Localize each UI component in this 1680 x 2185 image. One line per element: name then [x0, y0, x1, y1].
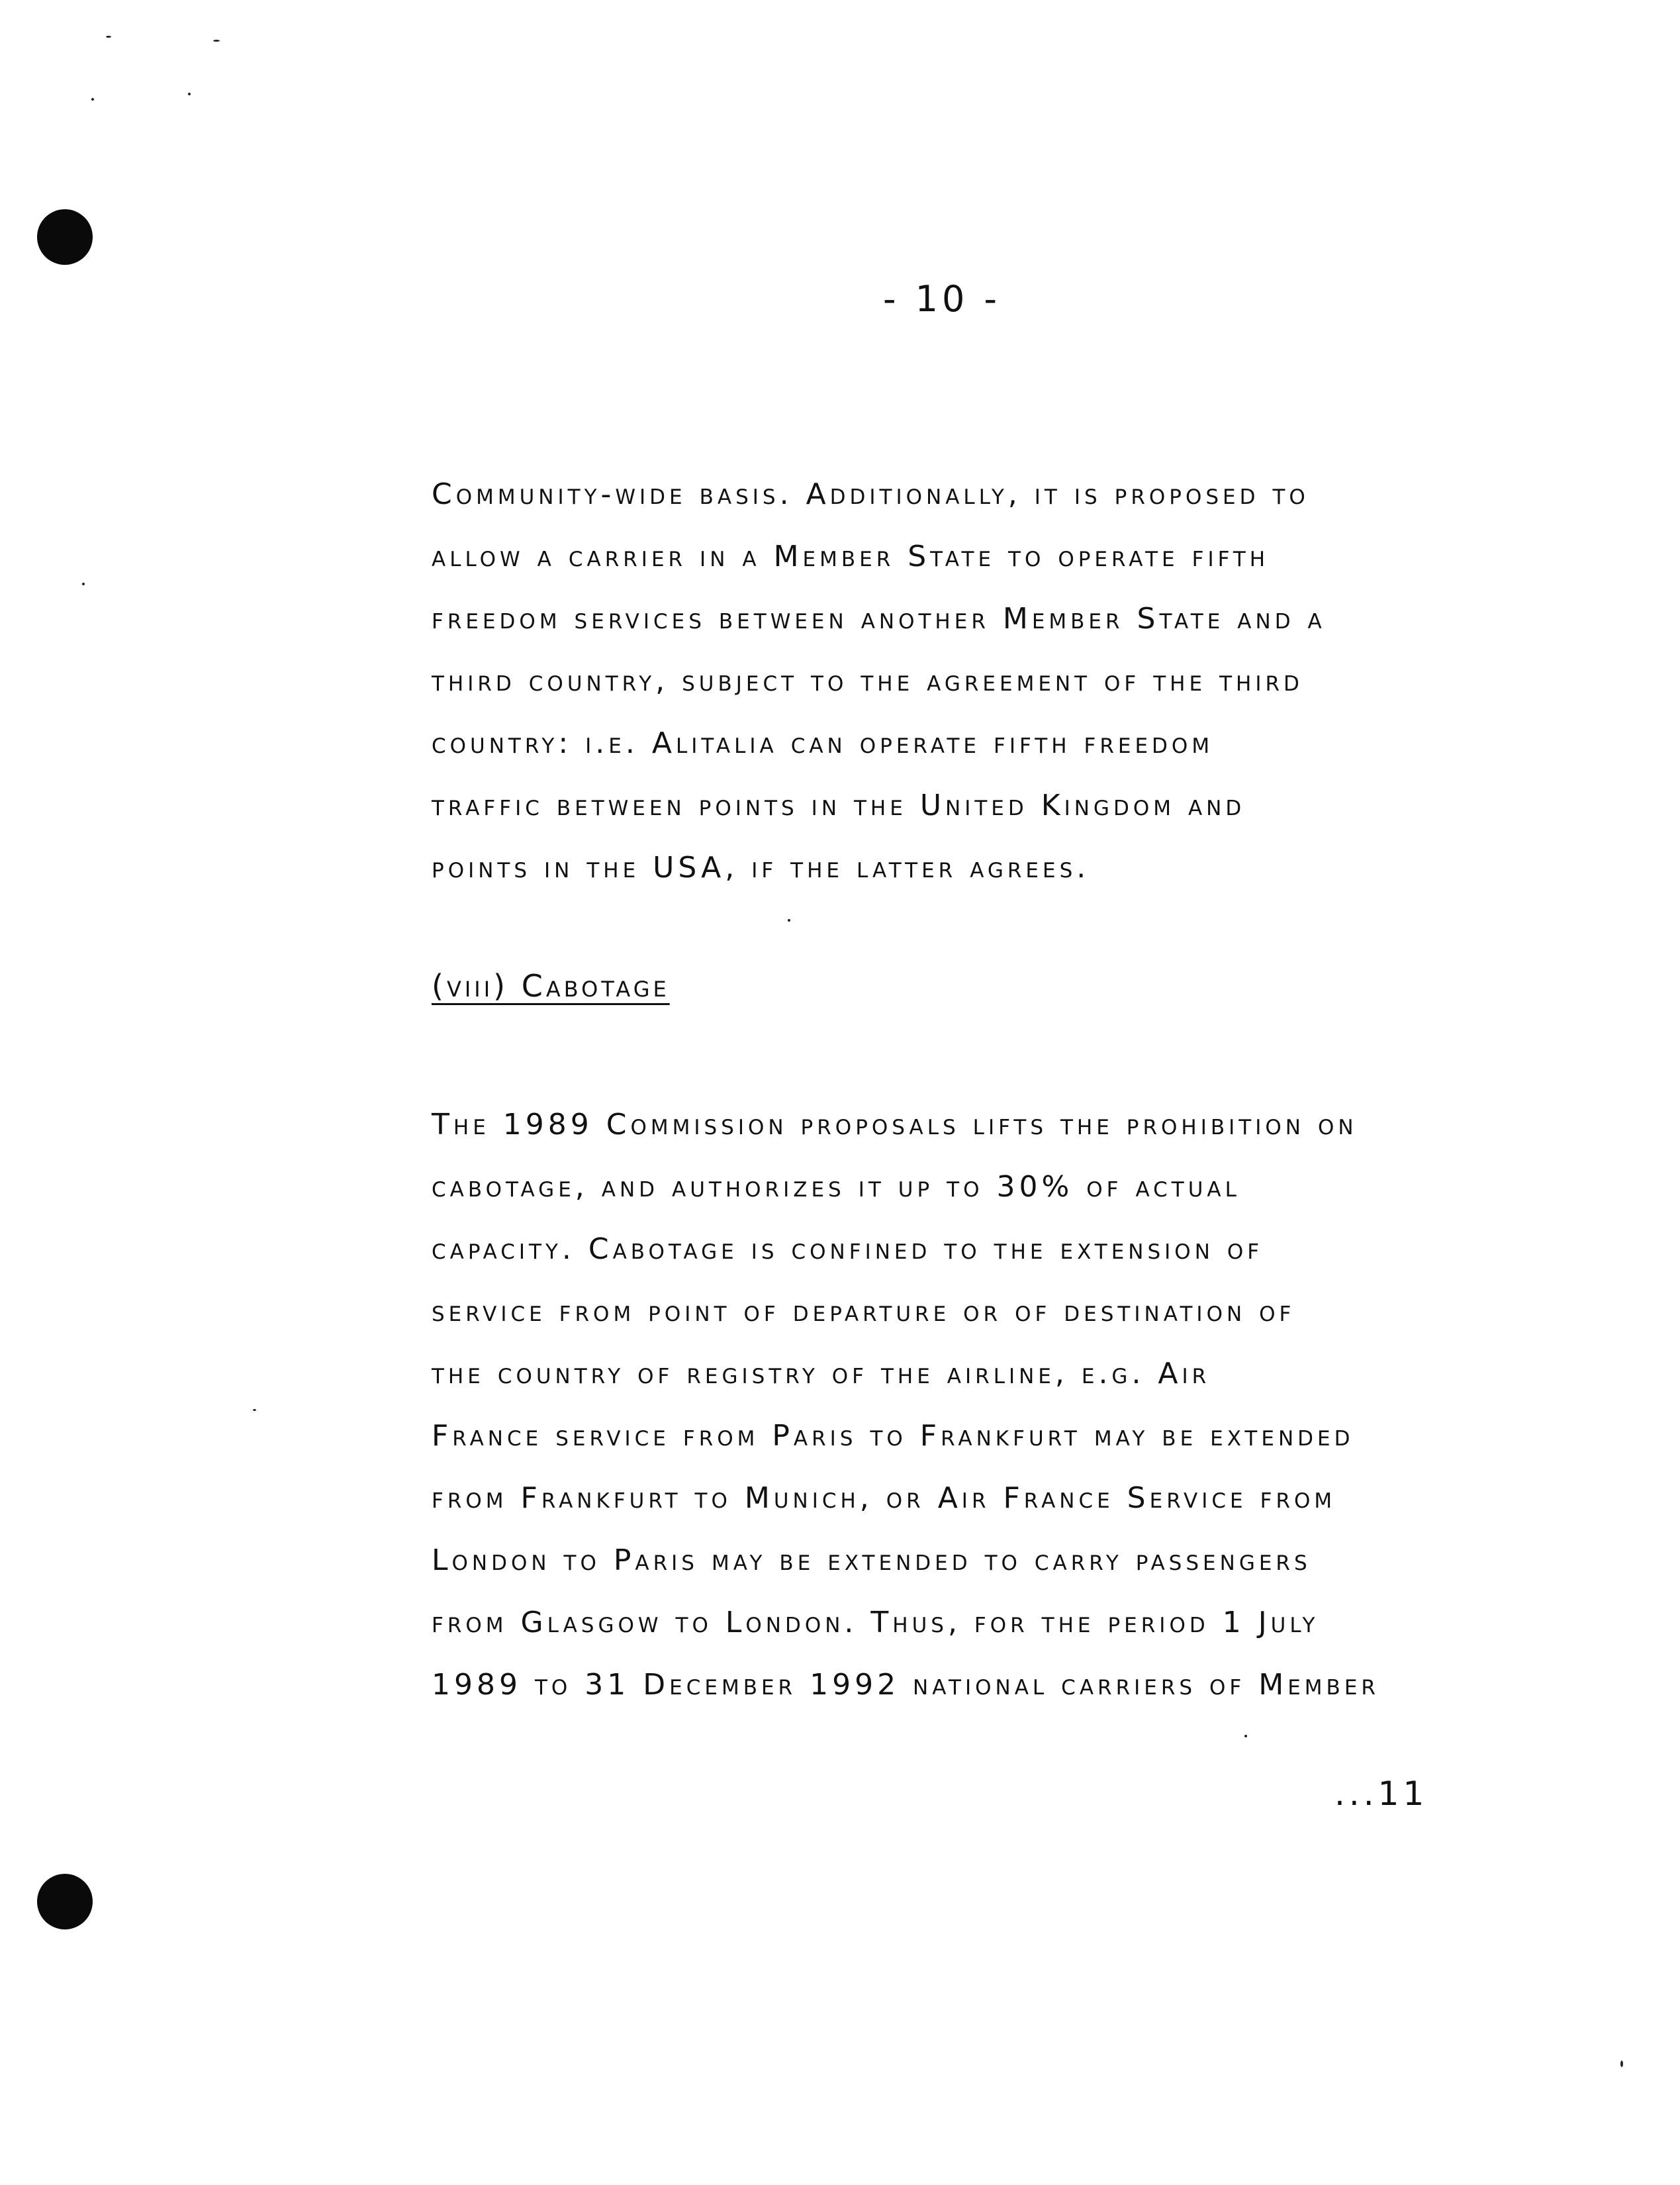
text-line: allow a carrier in a Member State to operate fifth — [432, 540, 1270, 573]
section-heading-cabotage: (viii) Cabotage — [432, 968, 670, 1004]
text-line: service from point of departure or of destination of — [432, 1294, 1295, 1328]
page-number: - 10 - — [883, 278, 1002, 320]
scan-speck — [788, 919, 790, 922]
scan-speck — [82, 583, 85, 585]
text-line: 1989 to 31 December 1992 national carriers of Member — [432, 1668, 1379, 1702]
paragraph-cabotage — [432, 1094, 1451, 1716]
scan-speck — [188, 93, 191, 95]
scan-speck — [213, 40, 220, 42]
scan-speck — [106, 36, 111, 38]
text-line: Community-wide basis. Additionally, it is proposed to — [432, 477, 1309, 511]
text-line: The 1989 Commission proposals lifts the prohibition on — [432, 1108, 1358, 1141]
text-line: from Frankfurt to Munich, or Air France Service from — [432, 1481, 1336, 1515]
punch-hole-bottom — [37, 1874, 93, 1929]
text-line: cabotage, and authorizes it up to 30% of actual — [432, 1170, 1240, 1204]
text-line: traffic between points in the United Kingdom and — [432, 789, 1246, 822]
scan-speck — [91, 98, 94, 101]
text-line: the country of registry of the airline, e.g. Air — [432, 1357, 1211, 1390]
text-line: France service from Paris to Frankfurt may be extended — [432, 1419, 1354, 1453]
punch-hole-top — [37, 209, 93, 265]
scan-speck — [1620, 2061, 1623, 2067]
scan-speck — [253, 1409, 256, 1411]
text-line: third country, subject to the agreement of the third — [432, 664, 1303, 698]
text-line: country: i.e. Alitalia can operate fifth freedom — [432, 726, 1214, 760]
scan-speck — [1244, 1735, 1247, 1737]
text-line: points in the USA, if the latter agrees. — [432, 851, 1090, 885]
continuation-marker: ...11 — [1334, 1774, 1428, 1813]
text-line: freedom services between another Member State and a — [432, 602, 1326, 636]
text-line: capacity. Cabotage is confined to the extension of — [432, 1232, 1264, 1266]
paragraph-fifth-freedom — [432, 463, 1451, 899]
text-line: London to Paris may be extended to carry passengers — [432, 1543, 1311, 1577]
text-line: from Glasgow to London. Thus, for the period 1 July — [432, 1606, 1319, 1639]
